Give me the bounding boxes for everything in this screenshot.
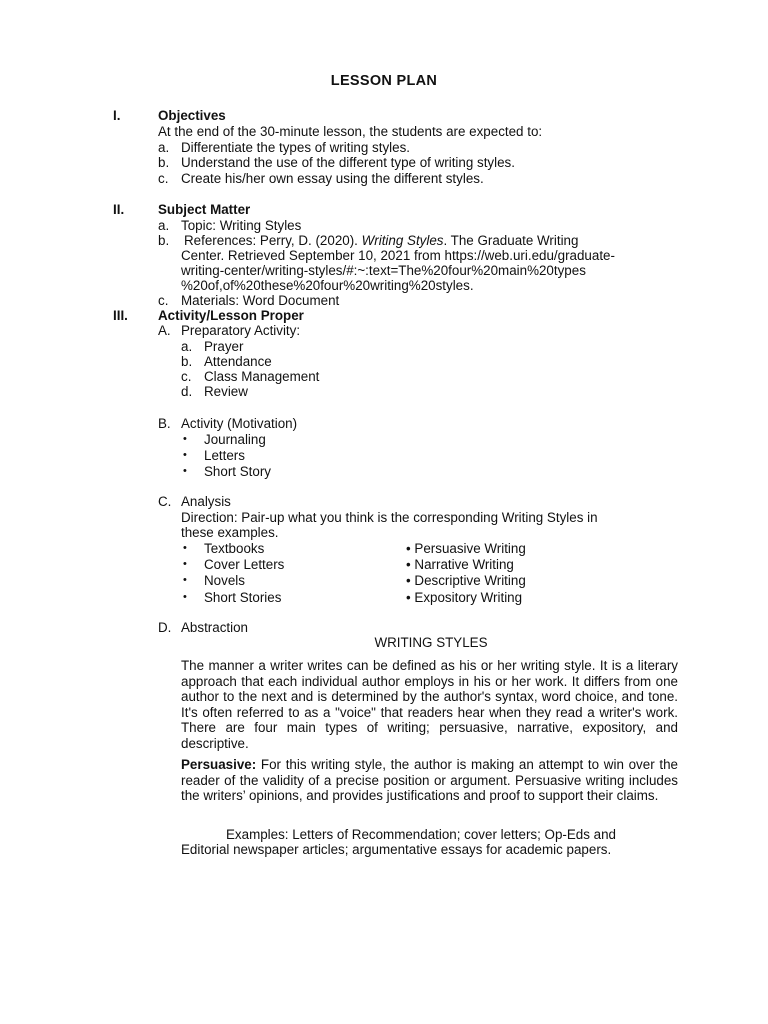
references-line — [184, 233, 578, 249]
list-marker: b. — [158, 155, 170, 170]
references-title: Writing Styles — [361, 233, 444, 248]
sub-label-motivation: Activity (Motivation) — [181, 416, 298, 431]
bullet: • — [183, 542, 187, 554]
example-item: Cover Letters — [204, 557, 285, 572]
list-item: Short Story — [204, 464, 271, 479]
section-heading-activity: Activity/Lesson Proper — [158, 308, 304, 323]
references-suffix: . The Graduate Writing — [443, 233, 579, 248]
list-item: Differentiate the types of writing styles. — [181, 140, 410, 155]
sub-marker: D. — [158, 620, 172, 635]
section-heading-objectives: Objectives — [158, 108, 226, 123]
bullet: • — [183, 558, 187, 570]
bullet: • — [183, 465, 187, 477]
list-marker: a. — [158, 218, 170, 233]
section-heading-subject-matter: Subject Matter — [158, 202, 251, 217]
analysis-direction: these examples. — [181, 525, 279, 540]
analysis-direction: Direction: Pair-up what you think is the corresponding Writing Styles in — [181, 510, 598, 525]
style-item: • Narrative Writing — [406, 557, 514, 572]
section-number-1: I. — [113, 108, 121, 123]
example-item: Novels — [204, 573, 245, 588]
sub-label-analysis: Analysis — [181, 494, 231, 509]
bullet: • — [183, 449, 187, 461]
writing-styles-heading: WRITING STYLES — [374, 635, 488, 650]
style-item: • Persuasive Writing — [406, 541, 526, 556]
section-number-3: III. — [113, 308, 128, 323]
objectives-intro: At the end of the 30-minute lesson, the students are expected to: — [158, 124, 543, 139]
example-item: Textbooks — [204, 541, 265, 556]
persuasive-paragraph — [181, 757, 678, 804]
list-marker: d. — [181, 384, 193, 399]
sub-marker: B. — [158, 416, 171, 431]
bullet: • — [183, 574, 187, 586]
persuasive-text: For this writing style, the author is making an attempt to win over the reader of the validity of a precise position or argument. Persuasive writing includes the writers’ opinions, and provides justifications and proof to support their claims. — [181, 757, 678, 803]
topic-line: Topic: Writing Styles — [181, 218, 302, 233]
list-item: Class Management — [204, 369, 320, 384]
examples-line: Examples: Letters of Recommendation; cover letters; Op-Eds and — [226, 827, 616, 842]
section-number-2: II. — [113, 202, 125, 217]
style-item: • Descriptive Writing — [406, 573, 526, 588]
style-item: • Expository Writing — [406, 590, 523, 605]
list-item: Create his/her own essay using the different styles. — [181, 171, 484, 186]
examples-line: Editorial newspaper articles; argumentative essays for academic papers. — [181, 842, 612, 857]
page-title: LESSON PLAN — [330, 73, 438, 89]
list-item: Journaling — [204, 432, 266, 447]
references-line: %20of,of%20these%20four%20writing%20styles. — [181, 278, 474, 293]
references-line: writing-center/writing-styles/#:~:text=The%20four%20main%20types — [181, 263, 586, 278]
example-item: Short Stories — [204, 590, 282, 605]
materials-line: Materials: Word Document — [181, 293, 340, 308]
sub-label-abstraction: Abstraction — [181, 620, 248, 635]
list-item: Letters — [204, 448, 245, 463]
list-marker: c. — [158, 171, 169, 186]
list-item: Understand the use of the different type of writing styles. — [181, 155, 515, 170]
list-marker: b. — [181, 354, 193, 369]
list-marker: a. — [158, 140, 170, 155]
sub-label-preparatory: Preparatory Activity: — [181, 323, 301, 338]
list-marker: a. — [181, 339, 193, 354]
references-prefix: References: Perry, D. (2020). — [184, 233, 362, 248]
bullet: • — [183, 433, 187, 445]
list-item: Review — [204, 384, 248, 399]
bullet: • — [183, 591, 187, 603]
sub-marker: A. — [158, 323, 171, 338]
list-item: Attendance — [204, 354, 272, 369]
list-item: Prayer — [204, 339, 244, 354]
abstraction-paragraph: The manner a writer writes can be defined as his or her writing style. It is a literary approach that each individual author employs in his or her work. It differs from one author to the next and is determined by the author's syntax, word choice, and tone. It's often referred to as a "voice" that readers hear when they read a writer's work. There are four main types of writing; persuasive, narrative, expository, and descriptive. — [181, 658, 678, 751]
list-marker: c. — [181, 369, 192, 384]
list-marker: c. — [158, 293, 169, 308]
references-line: Center. Retrieved September 10, 2021 from https://web.uri.edu/graduate- — [181, 248, 615, 263]
list-marker: b. — [158, 233, 170, 248]
persuasive-label: Persuasive: — [181, 757, 257, 772]
sub-marker: C. — [158, 494, 172, 509]
